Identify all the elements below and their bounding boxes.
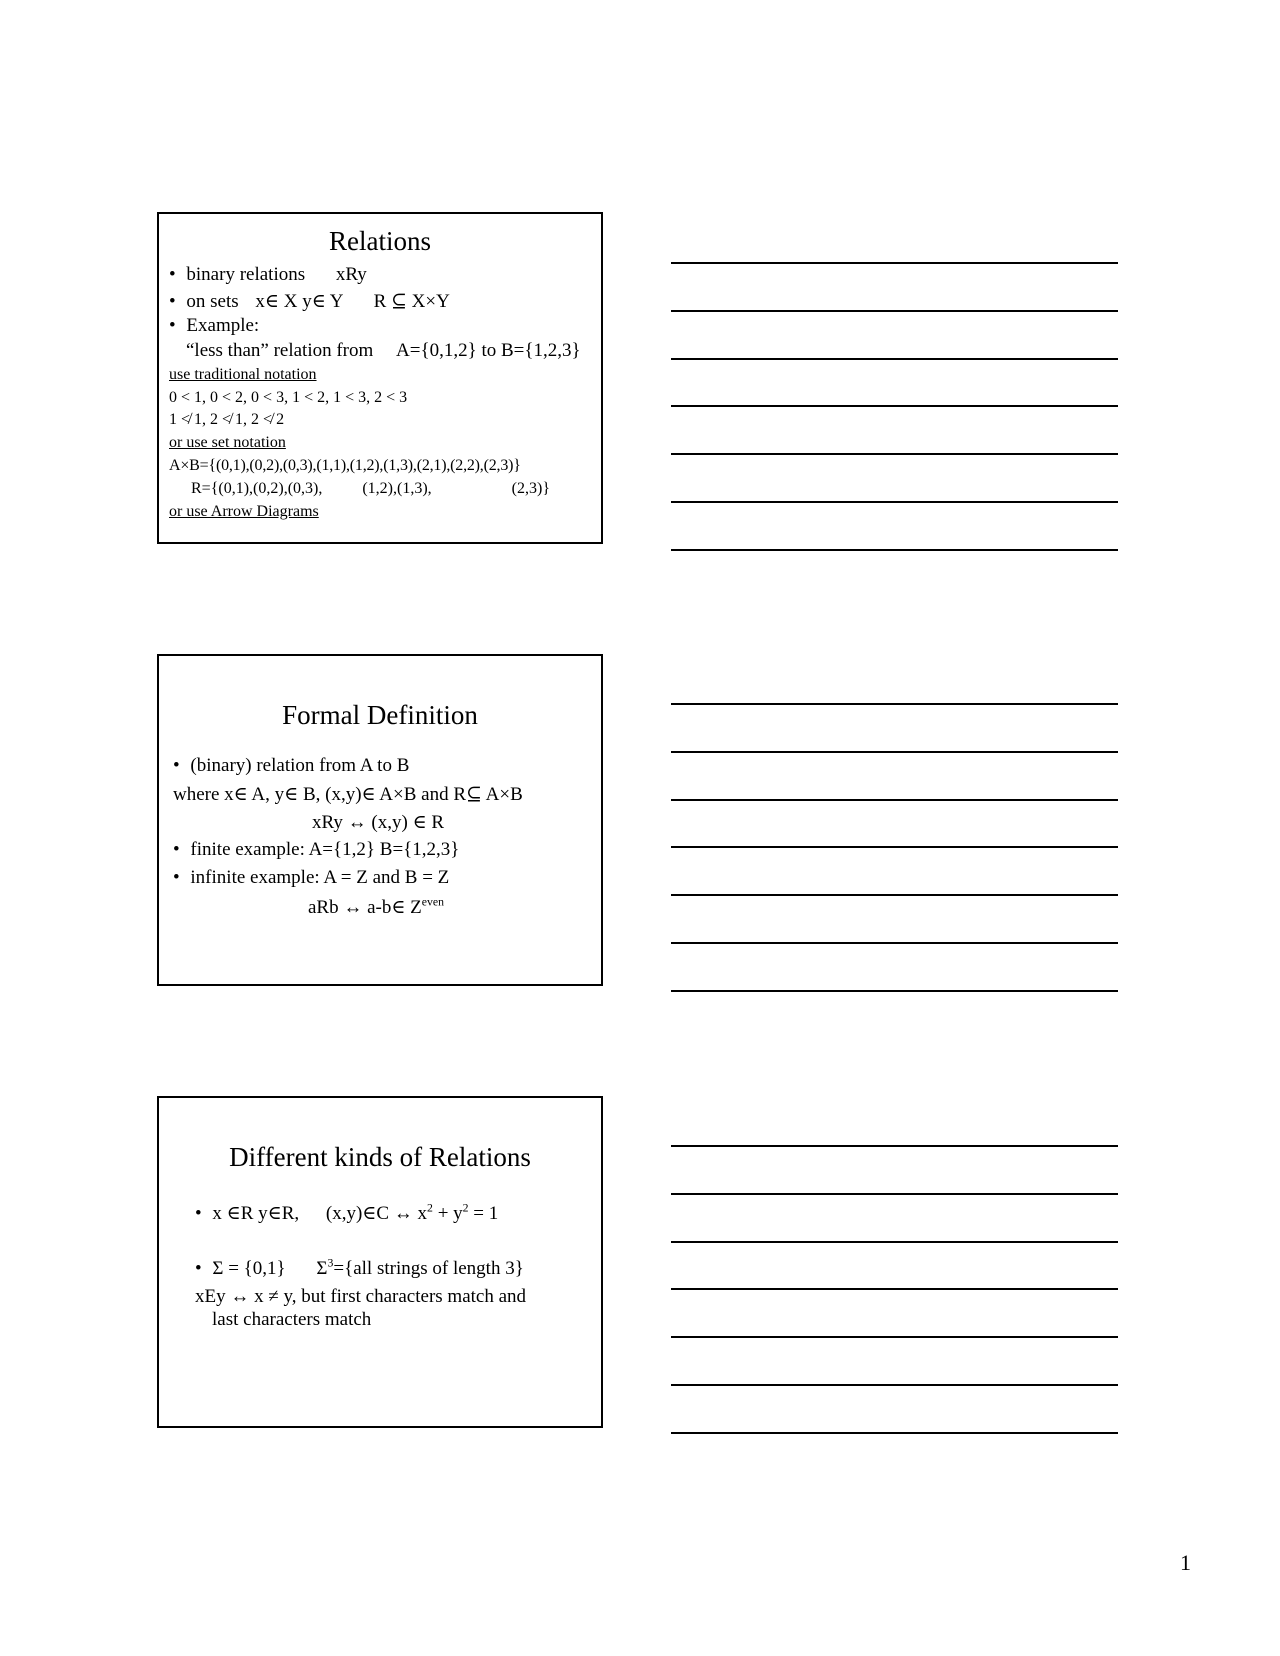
bullet-item: • x ∈R y∈R, (x,y)∈C ↔ $x^2 + y^2 = 1$ bbox=[195, 1201, 499, 1224]
slide-different-kinds bbox=[157, 1096, 603, 1428]
note-line bbox=[671, 501, 1118, 503]
note-line bbox=[671, 846, 1118, 848]
note-line bbox=[671, 1288, 1118, 1290]
note-line bbox=[671, 262, 1118, 264]
bullet-icon: • bbox=[173, 867, 180, 888]
definition-line: where x∈ A, y∈ B, (x,y)∈ A×B and R⊆ A×B bbox=[173, 784, 523, 805]
note-line bbox=[671, 942, 1118, 944]
bullet-icon: • bbox=[195, 1203, 202, 1224]
arrow-diagrams-label: or use Arrow Diagrams bbox=[169, 503, 319, 520]
bullet-item: • infinite example: A = Z and B = Z bbox=[173, 867, 450, 888]
note-line bbox=[671, 990, 1118, 992]
note-line bbox=[671, 799, 1118, 801]
note-line bbox=[671, 453, 1118, 455]
note-line bbox=[671, 1336, 1118, 1338]
note-line bbox=[671, 751, 1118, 753]
definition-line: xEy ↔ x ≠ y, but first characters match and bbox=[195, 1286, 527, 1307]
bullet-item: • (binary) relation from A to B bbox=[173, 755, 410, 776]
example-line: “less than” relation from A={0,1,2} to B={1,2,3} bbox=[186, 340, 581, 361]
traditional-notation-line: 1 ≮ 1, 2 ≮ 1, 2 ≮ 2 bbox=[169, 411, 285, 428]
traditional-notation-label: use traditional notation bbox=[169, 366, 317, 383]
traditional-notation-line: 0 < 1, 0 < 2, 0 < 3, 1 < 2, 1 < 3, 2 < 3 bbox=[169, 389, 408, 406]
slide-formal-definition bbox=[157, 654, 603, 986]
note-line bbox=[671, 703, 1118, 705]
set-notation-label: or use set notation bbox=[169, 434, 286, 451]
bullet-item: • finite example: A={1,2} B={1,2,3} bbox=[173, 839, 460, 860]
slide-title: Different kinds of Relations bbox=[229, 1142, 531, 1172]
bullet-icon: • bbox=[195, 1258, 202, 1279]
definition-line: last characters match bbox=[212, 1309, 372, 1330]
note-line bbox=[671, 1241, 1118, 1243]
bullet-icon: • bbox=[173, 755, 180, 776]
definition-line: aRb ↔ a-b∈ $Z^{even}$ bbox=[308, 895, 445, 918]
set-notation-line: A×B={(0,1),(0,2),(0,3),(1,1),(1,2),(1,3),(2,1),(2,2),(2,3)} bbox=[169, 457, 521, 474]
slide-relations bbox=[157, 212, 603, 544]
note-line bbox=[671, 1145, 1118, 1147]
page-number: 1 bbox=[1180, 1550, 1191, 1575]
definition-line: xRy ↔ (x,y) ∈ R bbox=[312, 812, 445, 833]
note-line bbox=[671, 310, 1118, 312]
slide-title: Relations bbox=[329, 226, 431, 256]
slide-title: Formal Definition bbox=[282, 700, 478, 730]
note-line bbox=[671, 1193, 1118, 1195]
set-notation-line: R={(0,1),(0,2),(0,3), (1,2),(1,3), (2,3)} bbox=[191, 480, 550, 497]
note-line bbox=[671, 1384, 1118, 1386]
bullet-icon: • bbox=[173, 839, 180, 860]
bullet-item: • on sets x∈ X y∈ Y R ⊆ X×Y bbox=[169, 291, 450, 312]
note-line bbox=[671, 1432, 1118, 1434]
bullet-item: • Example: bbox=[169, 315, 260, 336]
note-line bbox=[671, 549, 1118, 551]
note-line bbox=[671, 405, 1118, 407]
bullet-icon: • bbox=[169, 291, 176, 312]
bullet-icon: • bbox=[169, 264, 176, 285]
bullet-item: • Σ = {0,1} $\Sigma^3=\{all$ strings of length 3} bbox=[195, 1256, 524, 1279]
bullet-icon: • bbox=[169, 315, 176, 336]
note-line bbox=[671, 358, 1118, 360]
note-line bbox=[671, 894, 1118, 896]
bullet-item: • binary relations xRy bbox=[169, 264, 367, 285]
